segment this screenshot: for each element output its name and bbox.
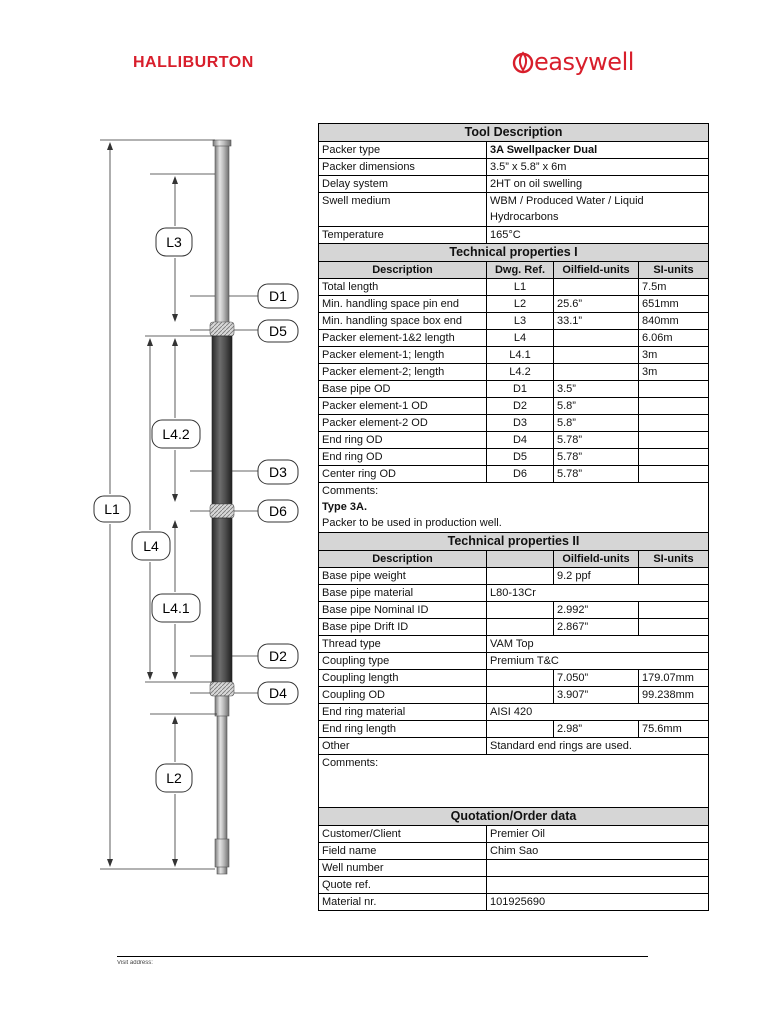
- table-row: Base pipe material L80-13Cr: [319, 585, 709, 602]
- table-row: Thread type VAM Top: [319, 636, 709, 653]
- table-row: Quote ref.: [319, 877, 709, 894]
- svg-text:L4.2: L4.2: [162, 426, 190, 442]
- label-D6: [258, 500, 298, 522]
- table-row: Material nr. 101925690: [319, 894, 709, 911]
- label-D4: [258, 682, 298, 704]
- tech2-comments: Comments:: [319, 755, 709, 808]
- easywell-logo: [512, 48, 634, 76]
- easywell-wordmark: easywell: [534, 48, 634, 76]
- table-row: Well number: [319, 860, 709, 877]
- table-row: End ring OD D5 5.78”: [319, 449, 709, 466]
- table-row: Customer/Client Premier Oil: [319, 826, 709, 843]
- spec-table: [318, 123, 709, 911]
- packer-drawing: [90, 134, 310, 894]
- table-row: Packer element-2; length L4.2 3m: [319, 364, 709, 381]
- table-row: Packer type 3A Swellpacker Dual: [319, 142, 709, 159]
- table-row: Delay system 2HT on oil swelling: [319, 176, 709, 193]
- label-D5: [258, 320, 298, 342]
- tech1-comments: Comments: Type 3A. Packer to be used in production well.: [319, 483, 709, 533]
- table-row: End ring material AISI 420: [319, 704, 709, 721]
- footer-divider: [117, 956, 648, 957]
- svg-text:L2: L2: [166, 770, 182, 786]
- label-L3: [156, 228, 192, 256]
- label-L4.1: [152, 594, 200, 622]
- table-row: Packer element-1; length L4.1 3m: [319, 347, 709, 364]
- svg-text:D5: D5: [269, 323, 287, 339]
- tech1-header: Description Dwg. Ref. Oilfield-units SI-units: [319, 262, 709, 279]
- label-L4.2: [152, 420, 200, 448]
- table-row: End ring length 2.98” 75.6mm: [319, 721, 709, 738]
- svg-text:D2: D2: [269, 648, 287, 664]
- label-D3: [258, 460, 298, 484]
- label-L2: [156, 764, 192, 792]
- packer-element-1: [212, 518, 232, 682]
- label-D1: [258, 284, 298, 308]
- footer-address: Visit address:: [117, 960, 153, 964]
- svg-text:L3: L3: [166, 234, 182, 250]
- svg-text:D4: D4: [269, 685, 287, 701]
- svg-text:D1: D1: [269, 288, 287, 304]
- table-row: Min. handling space pin end L2 25.6” 651mm: [319, 296, 709, 313]
- table-row: Coupling type Premium T&C: [319, 653, 709, 670]
- tech2-title: Technical properties II: [319, 533, 709, 551]
- svg-text:L4: L4: [143, 538, 159, 554]
- svg-text:L1: L1: [104, 501, 120, 517]
- table-row: Other Standard end rings are used.: [319, 738, 709, 755]
- table-row: Total length L1 7.5m: [319, 279, 709, 296]
- table-row: Min. handling space box end L3 33.1” 840mm: [319, 313, 709, 330]
- quotation-title: Quotation/Order data: [319, 808, 709, 826]
- tech1-title: Technical properties I: [319, 244, 709, 262]
- table-row: Coupling length 7.050” 179.07mm: [319, 670, 709, 687]
- tech2-header: Description Oilfield-units SI-units: [319, 551, 709, 568]
- table-row: End ring OD D4 5.78”: [319, 432, 709, 449]
- table-row: Base pipe Nominal ID 2.992”: [319, 602, 709, 619]
- end-ring-top: [210, 322, 234, 336]
- label-L1: [94, 496, 130, 522]
- table-row: Base pipe Drift ID 2.867”: [319, 619, 709, 636]
- table-row: Packer dimensions 3.5” x 5.8” x 6m: [319, 159, 709, 176]
- table-row: Packer element-1 OD D2 5.8”: [319, 398, 709, 415]
- label-L4: [132, 532, 170, 560]
- table-row: Packer element-1&2 length L4 6.06m: [319, 330, 709, 347]
- label-D2: [258, 644, 298, 668]
- table-row: Base pipe OD D1 3.5”: [319, 381, 709, 398]
- table-row: Temperature 165°C: [319, 227, 709, 244]
- svg-text:L4.1: L4.1: [162, 600, 190, 616]
- table-row: Packer element-2 OD D3 5.8”: [319, 415, 709, 432]
- packer-element-2: [212, 336, 232, 504]
- svg-text:D6: D6: [269, 503, 287, 519]
- table-row: Field name Chim Sao: [319, 843, 709, 860]
- end-ring-bottom: [210, 682, 234, 696]
- halliburton-logo: HALLIBURTON: [133, 54, 254, 71]
- table-row: Swell medium WBM / Produced Water / Liquid Hydrocarbons: [319, 193, 709, 227]
- svg-text:D3: D3: [269, 464, 287, 480]
- table-row: Base pipe weight 9.2 ppf: [319, 568, 709, 585]
- table-row: Center ring OD D6 5.78”: [319, 466, 709, 483]
- tool-description-title: Tool Description: [319, 124, 709, 142]
- table-row: Coupling OD 3.907” 99.238mm: [319, 687, 709, 704]
- center-ring: [210, 504, 234, 518]
- easywell-mark-icon: [512, 50, 534, 74]
